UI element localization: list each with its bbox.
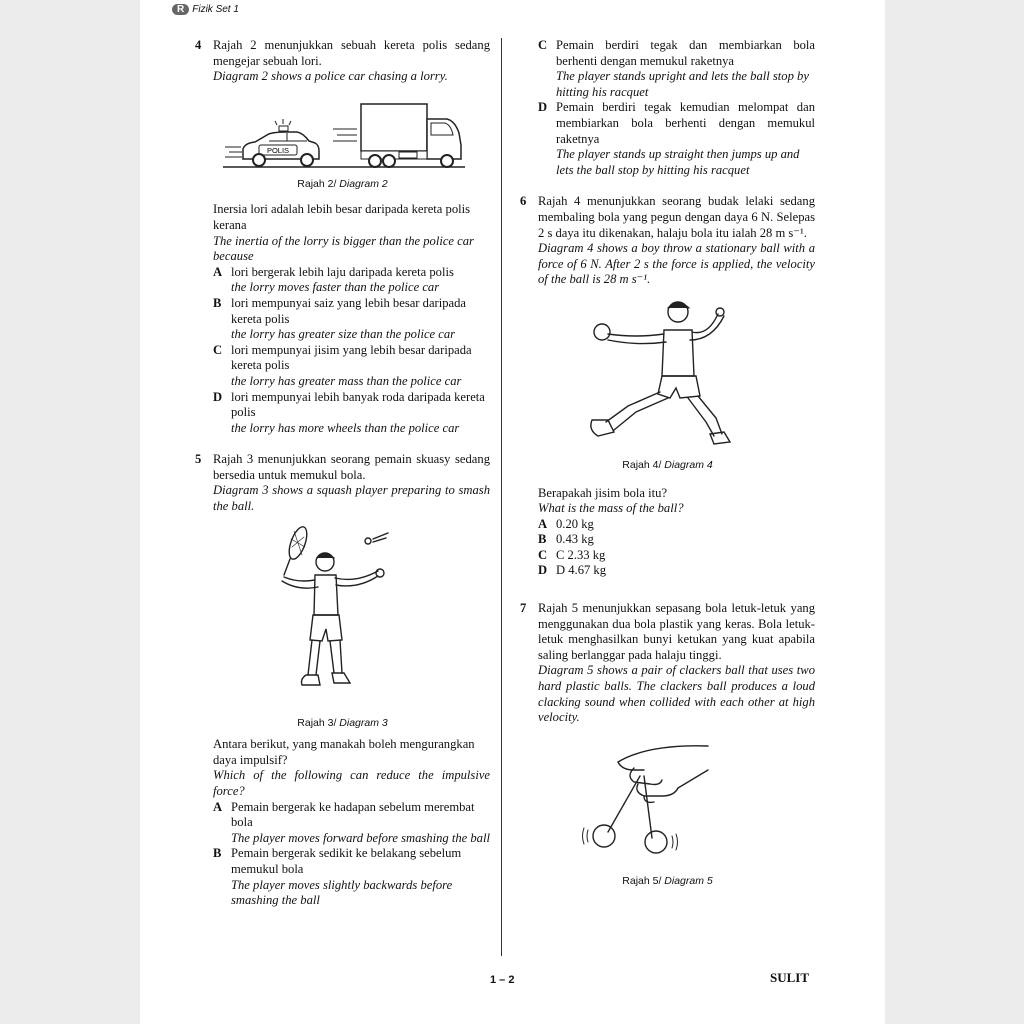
publisher-logo: R: [172, 4, 189, 15]
diagram-5-caption: Rajah 5/ Diagram 5: [622, 874, 713, 887]
left-column: [195, 38, 490, 909]
q7-stem-ms: Rajah 5 menunjukkan sepasang bola letuk-letuk yang menggunakan dua bola plastik yang keras. Bola letuk-letuk menghasilkan bunyi ketukan yang kuat apabila saling berlanggar pada halaju tinggi.: [538, 601, 815, 662]
option-a[interactable]: A 0.20 kg: [538, 516, 594, 531]
page-number: 1 – 2: [490, 974, 515, 986]
question-number: 4: [195, 38, 202, 52]
boy-throwing-ball-diagram: [578, 296, 758, 456]
option-d[interactable]: D D 4.67 kg: [538, 563, 607, 578]
q4-stem-ms: Rajah 2 menunjukkan sebuah kereta polis sedang mengejar sebuah lori.: [213, 38, 490, 68]
option-a[interactable]: A lori bergerak lebih laju daripada kereta polis the lorry moves faster than the police car: [213, 264, 454, 295]
police-car-lorry-diagram: [215, 99, 470, 171]
column-divider: [501, 38, 502, 956]
option-c[interactable]: C Pemain berdiri tegak dan membiarkan bola berhenti dengan memukul raketnya The player stands upright and lets the ball stop by hitting his racquet: [538, 38, 815, 99]
q7-stem-en: Diagram 5 shows a pair of clackers ball that uses two hard plastic balls. The clackers ball produces a loud clacking sound when collided with each other at high velocity.: [538, 663, 815, 725]
q5-stem-ms: Rajah 3 menunjukkan seorang pemain skuasy sedang bersedia untuk memukul bola.: [213, 452, 490, 482]
q5-options-left: [213, 800, 490, 909]
question-4: [195, 38, 490, 85]
q4-question-ms: Inersia lori adalah lebih besar daripada kereta polis kerana: [213, 202, 471, 232]
q4-options: [213, 265, 490, 437]
q5-question: [213, 737, 490, 909]
q6-question-en: What is the mass of the ball?: [538, 501, 684, 516]
sulit-label: SULIT: [770, 970, 810, 985]
option-d[interactable]: D Pemain berdiri tegak kemudian melompat dan membiarkan bola berhenti dengan memukul raketnya The player stands up straight then jumps up and lets the ball stop by hitting his racquet: [538, 100, 815, 177]
option-d[interactable]: D lori mempunyai lebih banyak roda daripada kereta polis the lorry has more wheels than the police car: [213, 389, 485, 435]
question-number: 6: [520, 194, 527, 209]
q4-question: [213, 202, 490, 436]
subject-title: Fizik Set 1: [192, 4, 239, 15]
diagram-2-caption: Rajah 2/ Diagram 2: [297, 177, 388, 190]
option-c[interactable]: C lori mempunyai jisim yang lebih besar daripada kereta polis the lorry has greater mass than the police car: [213, 342, 472, 388]
q6-stem-ms: Rajah 4 menunjukkan seorang budak lelaki sedang membaling bola yang pegun dengan daya 6 N. Selepas 2 s daya itu dikenakan, halaju bola itu ialah 28 m s⁻¹.: [538, 194, 815, 240]
q5-question-ms: Antara berikut, yang manakah boleh mengurangkan daya impulsif?: [213, 737, 475, 767]
option-b[interactable]: B lori mempunyai saiz yang lebih besar daripada kereta polis the lorry has greater size than the police car: [213, 295, 467, 342]
polis-label: POLIS: [266, 145, 290, 155]
question-number: 7: [520, 601, 527, 616]
q6-stem-en: Diagram 4 shows a boy throw a stationary ball with a force of 6 N. After 2 s the force is applied, the velocity of the ball is 28 m s⁻¹.: [538, 241, 815, 287]
clackers-ball-diagram: [578, 740, 758, 870]
question-number: 5: [195, 452, 202, 467]
q4-question-en: The inertia of the lorry is bigger than the police car because: [213, 233, 474, 264]
page-header: [172, 4, 239, 15]
question-7: [520, 601, 815, 726]
q6-question: [538, 486, 815, 580]
diagram-3-caption: Rajah 3/ Diagram 3: [297, 716, 388, 729]
option-c[interactable]: C C 2.33 kg: [538, 547, 606, 562]
squash-player-diagram: [268, 525, 418, 710]
question-5: [195, 452, 490, 514]
q4-stem-en: Diagram 2 shows a police car chasing a lorry.: [213, 69, 448, 84]
q6-options: [538, 517, 815, 579]
q5-options-right: [538, 38, 815, 178]
option-a[interactable]: A Pemain bergerak ke hadapan sebelum merembat bola The player moves forward before smashing the ball: [213, 799, 490, 845]
q5-question-en: Which of the following can reduce the impulsive force?: [213, 768, 490, 799]
q6-question-ms: Berapakah jisim bola itu?: [538, 485, 668, 500]
right-column: [520, 38, 815, 889]
diagram-4-caption: Rajah 4/ Diagram 4: [622, 458, 713, 471]
option-b[interactable]: B Pemain bergerak sedikit ke belakang sebelum memukul bola The player moves slightly backwards before smashing the ball: [213, 846, 462, 908]
q5-stem-en: Diagram 3 shows a squash player preparing to smash the ball.: [213, 483, 490, 514]
option-b[interactable]: B 0.43 kg: [538, 532, 594, 547]
question-6: [520, 194, 815, 288]
